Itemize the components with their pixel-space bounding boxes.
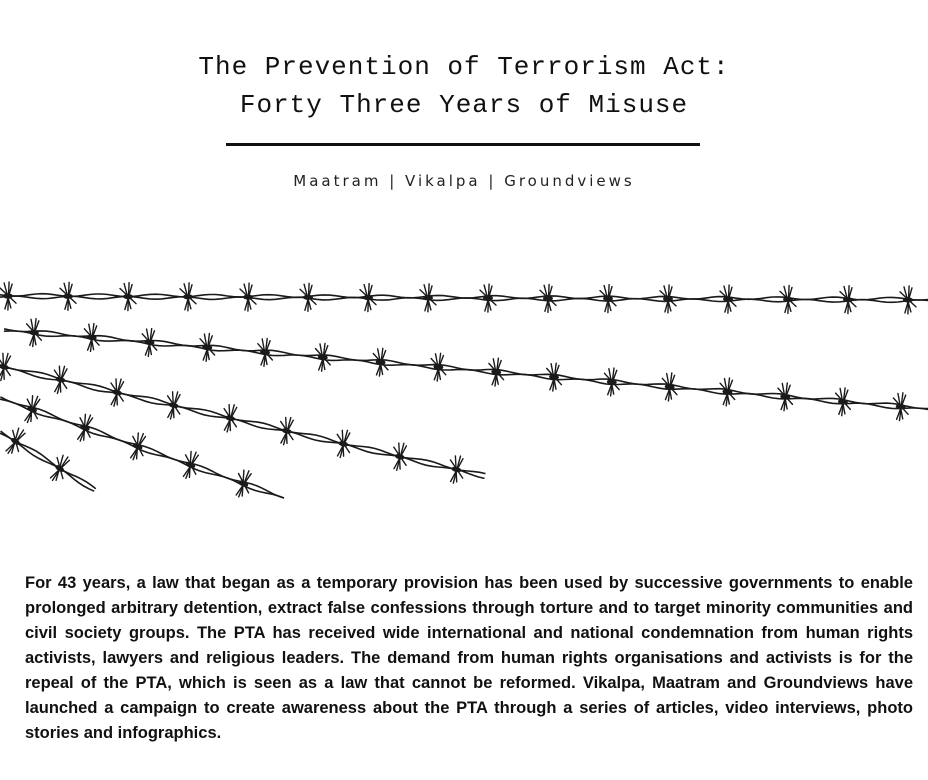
barbed-wire-strand <box>0 396 284 498</box>
barb <box>489 358 504 386</box>
barb <box>600 285 616 313</box>
barb <box>480 284 496 312</box>
barb <box>258 339 273 367</box>
barb <box>224 405 237 432</box>
barb <box>168 392 181 419</box>
barb <box>720 378 735 406</box>
title-line-2: Forty Three Years of Misuse <box>239 90 689 120</box>
barbed-wire-strands <box>0 282 928 498</box>
barb <box>50 455 69 480</box>
barb <box>780 285 796 313</box>
barbed-wire-strand <box>0 353 486 483</box>
barb <box>54 366 67 393</box>
publisher-byline: Maatram | Vikalpa | Groundviews <box>293 172 635 190</box>
intro-paragraph: For 43 years, a law that began as a temporary provision has been used by successive governments to enable prolonged arbitrary detention, extract false confessions through torture and to target minority communities and civil society groups. The PTA has received wide international and national condemnation from human rights activists, lawyers and religious leaders. The demand from human rights organisations and activists is for the repeal of the PTA, which is seen as a law that cannot be reformed. Vikalpa, Maatram and Groundviews have launched a campaign to create awareness about the PTA through a series of articles, video interviews, photo stories and infographics. <box>25 574 913 742</box>
title-line-1: The Prevention of Terrorism Act: <box>198 52 730 82</box>
barb <box>111 379 124 406</box>
barb <box>662 373 677 401</box>
barb <box>281 418 294 445</box>
barb <box>547 363 562 391</box>
barb <box>540 284 556 312</box>
barb <box>431 353 446 381</box>
barb <box>720 285 736 313</box>
barb <box>373 348 388 376</box>
barb <box>337 430 350 457</box>
barb <box>316 343 331 371</box>
barb <box>0 353 11 380</box>
barb <box>420 284 436 312</box>
barb <box>836 388 851 416</box>
barb <box>394 443 407 470</box>
barb <box>450 456 463 483</box>
barbed-wire-strand <box>4 319 928 421</box>
barb <box>6 428 25 453</box>
wire-line <box>0 365 485 474</box>
barb <box>660 285 676 313</box>
barb <box>605 368 620 396</box>
barb <box>200 334 215 362</box>
barbed-wire-strand <box>0 282 928 314</box>
barb <box>778 383 793 411</box>
